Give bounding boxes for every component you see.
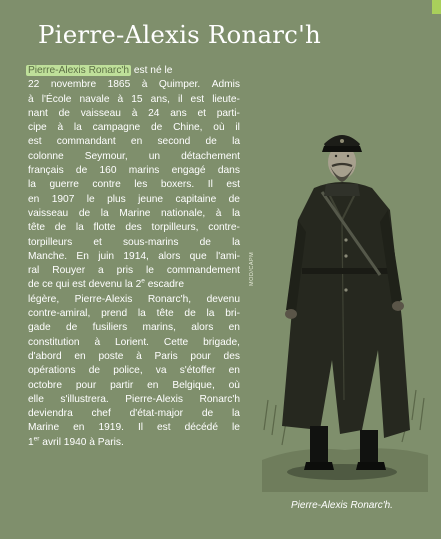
- word: un: [148, 150, 161, 162]
- word: 1919.: [98, 422, 124, 434]
- word: jeune: [138, 193, 164, 205]
- word: marins,: [142, 322, 176, 334]
- word: d'état-major: [129, 408, 184, 420]
- word: Quimper.: [158, 79, 201, 91]
- text-line: [28, 421, 240, 435]
- word: et: [197, 107, 206, 119]
- word: en: [228, 365, 240, 377]
- biography-text: [28, 64, 240, 450]
- word: à: [94, 336, 101, 348]
- word: la: [232, 408, 240, 420]
- word: il: [177, 93, 183, 105]
- button: [344, 288, 347, 291]
- word: vaisseau: [80, 107, 121, 119]
- text-line: [28, 221, 240, 235]
- word: la: [232, 207, 240, 219]
- word: que: [189, 250, 207, 262]
- right-glove: [392, 301, 404, 311]
- text-line: [28, 164, 240, 178]
- text-line: [28, 350, 240, 364]
- word: d'abord: [28, 350, 62, 362]
- word: brigade,: [203, 336, 240, 348]
- word: poste: [98, 350, 124, 362]
- superscript: e: [141, 278, 145, 286]
- text-line: [28, 293, 240, 307]
- photo-credit: MOD/CAPM: [249, 251, 255, 286]
- word: pour: [75, 379, 97, 391]
- right-shoe: [356, 462, 386, 470]
- cap-badge: [340, 139, 344, 143]
- edge-color-strip: [432, 0, 441, 14]
- left-boot: [310, 426, 328, 466]
- word: est: [28, 136, 42, 148]
- word: Ronarc'h,: [147, 293, 192, 305]
- word: de: [184, 308, 196, 320]
- word: En: [76, 250, 89, 262]
- word: plus: [107, 193, 126, 205]
- word: bri-: [225, 308, 240, 320]
- text-line: [28, 379, 240, 393]
- word: décédé: [184, 422, 219, 434]
- word: les: [134, 179, 148, 191]
- text-line: [28, 250, 240, 264]
- word: parti-: [216, 107, 240, 119]
- text-segment: escadre: [144, 279, 184, 291]
- word: Lorient.: [115, 336, 149, 348]
- word: ans: [170, 107, 187, 119]
- word: détachement: [181, 150, 240, 162]
- word: Paris: [154, 350, 178, 362]
- word: boxers.: [160, 179, 195, 191]
- word: en: [130, 136, 143, 148]
- word: Pierre-Alexis: [125, 393, 184, 405]
- word: à: [215, 207, 222, 219]
- word: où: [228, 379, 240, 391]
- word: 1914,: [123, 250, 149, 262]
- text-line: [28, 107, 240, 121]
- word: commandement: [166, 265, 240, 277]
- word: devenu: [206, 293, 240, 305]
- coat: [282, 182, 410, 438]
- text-line: [28, 321, 240, 335]
- word: la: [232, 136, 240, 148]
- eye: [347, 155, 349, 157]
- word: des: [223, 350, 240, 362]
- word: Belgique,: [172, 379, 215, 391]
- text-line: [28, 436, 240, 450]
- word: novembre: [50, 79, 97, 91]
- word: tête: [28, 222, 45, 234]
- text-segment: avril 1940 à Paris.: [39, 436, 124, 448]
- word: la: [232, 236, 240, 248]
- word: elle: [28, 393, 44, 405]
- word: Marine: [28, 422, 60, 434]
- word: en: [147, 379, 159, 391]
- word: où: [213, 122, 225, 134]
- word: Marine: [119, 207, 151, 219]
- word: second: [157, 136, 191, 148]
- word: le: [146, 265, 154, 277]
- word: campagne: [92, 122, 141, 134]
- word: ral: [28, 265, 40, 277]
- text-line: [28, 193, 240, 207]
- page-title: Pierre-Alexis Ronarc'h: [38, 20, 321, 49]
- word: en: [73, 422, 85, 434]
- portrait-photo: [262, 100, 428, 492]
- text-line: [28, 178, 240, 192]
- word: fusiliers: [92, 322, 128, 334]
- word: l'École: [41, 93, 72, 105]
- text-line: [28, 121, 240, 135]
- text-segment: [28, 64, 172, 78]
- word: Seymour,: [84, 150, 128, 162]
- text-line: [28, 236, 240, 250]
- text-line: [28, 93, 240, 107]
- word: contre: [92, 179, 121, 191]
- word: légère,: [28, 293, 60, 305]
- word: guerre: [49, 179, 79, 191]
- text-line: [28, 307, 240, 321]
- word: a: [98, 265, 104, 277]
- word: gade: [28, 322, 51, 334]
- word: tête: [156, 308, 174, 320]
- word: torpilleurs,: [151, 222, 199, 234]
- word: navale: [79, 93, 110, 105]
- word: de: [58, 107, 70, 119]
- text-line: [28, 407, 240, 421]
- word: Il: [137, 422, 144, 434]
- word: pris: [116, 265, 134, 277]
- word: Il: [207, 179, 213, 191]
- word: la: [75, 222, 84, 234]
- word: est: [190, 93, 205, 105]
- word: alors: [191, 322, 214, 334]
- word: de: [150, 122, 163, 134]
- word: et: [93, 236, 102, 248]
- text-segment: est né le: [131, 65, 173, 76]
- word: 22: [28, 79, 40, 91]
- text-line: [28, 135, 240, 149]
- word: en: [74, 350, 86, 362]
- word: à: [117, 93, 124, 105]
- word: Admis: [211, 79, 240, 91]
- word: lieute-: [212, 93, 240, 105]
- word: s'illustrera.: [60, 393, 109, 405]
- word: la: [28, 179, 36, 191]
- text-line: [28, 336, 240, 350]
- text-line: [28, 150, 240, 164]
- word: commandant: [56, 136, 116, 148]
- word: octobre: [28, 379, 62, 391]
- word: police,: [113, 365, 143, 377]
- word: à: [28, 93, 34, 105]
- word: des: [125, 222, 142, 234]
- word: à: [136, 350, 142, 362]
- word: vaisseau: [28, 207, 69, 219]
- word: à: [141, 79, 148, 91]
- text-segment: de ce qui est devenu la 2: [28, 279, 142, 291]
- word: juin: [98, 250, 115, 262]
- text-segment: 1: [28, 436, 34, 448]
- word: va: [155, 365, 167, 377]
- word: Cette: [163, 336, 189, 348]
- word: de: [54, 222, 67, 234]
- word: marins: [128, 165, 160, 177]
- word: le: [86, 193, 95, 205]
- word: cipe: [28, 122, 47, 134]
- word: s'étoffer: [179, 365, 216, 377]
- word: de: [65, 322, 78, 334]
- button: [344, 254, 347, 257]
- word: engagé: [171, 165, 206, 177]
- highlighted-name: Pierre-Alexis Ronarc'h: [28, 65, 130, 76]
- word: 15: [131, 93, 143, 105]
- word: de: [205, 136, 217, 148]
- word: le: [232, 422, 240, 434]
- word: chef: [91, 408, 111, 420]
- word: contre-: [208, 222, 240, 234]
- word: deviendra: [28, 408, 73, 420]
- word: la: [73, 122, 82, 134]
- word: alors: [158, 250, 181, 262]
- word: de: [199, 236, 211, 248]
- word: 1907: [51, 193, 75, 205]
- text-line: [28, 64, 240, 78]
- left-shoe: [304, 462, 334, 470]
- word: français: [28, 165, 64, 177]
- collar: [324, 184, 360, 196]
- superscript: er: [33, 435, 40, 443]
- word: contre-amiral,: [28, 308, 91, 320]
- photo-caption: Pierre-Alexis Ronarc'h.: [291, 500, 393, 511]
- text-line: [28, 364, 240, 378]
- right-boot: [360, 430, 378, 466]
- word: prend: [101, 308, 128, 320]
- text-line: [28, 278, 240, 292]
- word: ans,: [150, 93, 170, 105]
- word: nant: [28, 107, 48, 119]
- text-line: [28, 207, 240, 221]
- word: constitution: [28, 336, 80, 348]
- word: en: [228, 322, 240, 334]
- word: à: [131, 107, 138, 119]
- word: torpilleurs: [28, 236, 73, 248]
- word: Chine,: [173, 122, 203, 134]
- word: colonne: [28, 150, 64, 162]
- word: la: [137, 308, 146, 320]
- text-segment: [28, 436, 124, 450]
- word: flotte: [93, 222, 116, 234]
- word: la: [100, 207, 109, 219]
- word: de: [88, 365, 101, 377]
- word: sous-marins: [122, 236, 179, 248]
- word: est: [226, 179, 240, 191]
- word: capitaine: [175, 193, 217, 205]
- cap-visor: [322, 146, 362, 152]
- word: à: [57, 122, 64, 134]
- word: dans: [217, 165, 240, 177]
- word: Rouyer: [52, 265, 86, 277]
- text-line: [28, 393, 240, 407]
- text-line: [28, 78, 240, 92]
- word: Manche.: [28, 250, 68, 262]
- word: opérations: [28, 365, 76, 377]
- word: de: [75, 165, 88, 177]
- button: [344, 238, 347, 241]
- word: de: [201, 408, 214, 420]
- word: de: [228, 193, 240, 205]
- word: en: [28, 193, 40, 205]
- word: 1865: [107, 79, 131, 91]
- word: il: [235, 122, 240, 134]
- text-segment: [28, 278, 184, 292]
- left-glove: [285, 309, 297, 319]
- word: la: [206, 308, 215, 320]
- word: l'ami-: [215, 250, 240, 262]
- word: Ronarc'h: [199, 393, 240, 405]
- word: de: [78, 207, 91, 219]
- word: est: [157, 422, 171, 434]
- word: nationale,: [161, 207, 206, 219]
- word: 24: [148, 107, 160, 119]
- word: 160: [99, 165, 117, 177]
- eye: [335, 155, 337, 157]
- word: pour: [190, 350, 211, 362]
- text-line: [28, 264, 240, 278]
- word: partir: [110, 379, 134, 391]
- word: Pierre-Alexis: [74, 293, 133, 305]
